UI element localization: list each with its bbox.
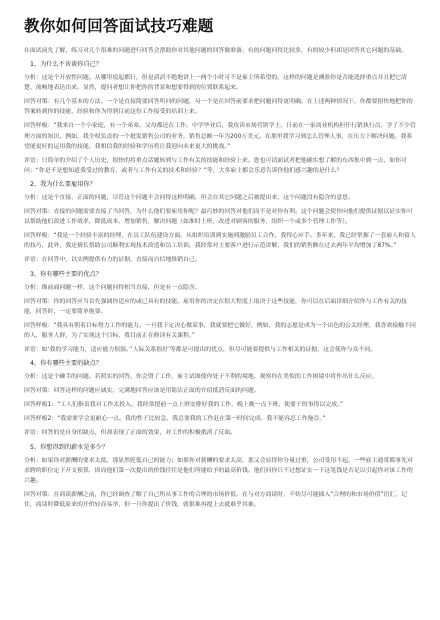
paragraph: 分析：像前面问题一样，这个问题问得相当直接，但是有一点隐含。 — [24, 284, 201, 291]
paragraph: 回答对策：回答这样的问题应诚实，完满地回答应该是用简洁正面的介绍抵消反面的问题。 — [24, 388, 260, 395]
question-heading: 5、你想得到的薪水是多少？ — [30, 443, 109, 451]
document-body — [24, 46, 416, 510]
question-heading: 4、你有哪些主要的缺点？ — [30, 360, 102, 368]
paragraph: 评语：回答的是自身的缺点，但却表现了正面的效果，对工作的积极抵消了反面。 — [24, 430, 237, 437]
paragraph: 评语：只简单的介绍了个人历史，很快的将重点话题转到与工作有关的技能和经验上来。您也可请面试者把他确实想了解的东西集中到一点，如你可问：“你是不是想知道我受过的教育，或者与工作有关的技术和经验？”等，大多雇主都会乐意告诉你他们感兴趣的是什么？ — [24, 157, 407, 174]
document-title: 教你如何回答面试技巧难题 — [24, 17, 214, 35]
paragraph: 回答对策：直接的问题需要直接了当回答，为什么他们要雇用你呢？最巧妙的回答对他们而不是对你有利。这个问题会使你向他们提供证据以证实你可以帮助他们改进工作效率，降低成本、增加销售，解决问题（如准时上班，改进对顾客的服务，组织一个或多个管理工作等）。 — [24, 209, 413, 226]
paragraph: 评语：在回答中，以实例提供有力的证据，直接而自信地推销自己。 — [24, 257, 201, 264]
paragraph: 回答样板：“我具有朝着目标努力工作的能力。一旦我下定决心做某事，我就要把它做好，例如，我的志愿是成为一个出色的公关经理，我喜欢接触不同的人，服务人群，为了实现这个目标，我目前正在修读有关课程。” — [24, 322, 416, 339]
paragraph: 在面试前先了解，练习对几个很难的问题进行回答会帮助你对其他问题的回答做准备。有的问题问得比较多，有的较少但却是回答其它问题的基础。 — [24, 48, 407, 54]
question-heading: 3、你有哪些主要的优点？ — [30, 270, 102, 278]
paragraph: 回答样板：“我来自一个小家庭，有一个弟弟，父母都还在工作。中学毕业后，我攻读市场营销学士。日前在一家商业机构担任行销执行员，学了不少管理方面的知识，例如，我全权负责的一个批发销售公司的业务，销售总额一年为200万美元。在那里我学习到怎么管理人事，在压力下解决问题。我希望能更好的运用我的技能。我相信我的经验和学历将让我迎向未来更大的挑战。” — [24, 123, 416, 150]
paragraph: 回答对策：在商谈薪酬之前，你已经调查了解了自己所从事工作的合理的市场价值。在与对方商谈时，不妨尽可能插入“合理的和市场价值”语汇。记住，商谈时降低原来的开价轻而易举，但一旦你提出了价钱，就很难再提上去就难乎其难。 — [24, 491, 408, 508]
paragraph: 分析：如果你对薪酬的要求太低，那显然贬低自己的能力；如果你对薪酬的要求太高，那又会显得你分量过重，公司受用不起。一些雇主通常都事先对求聘的职位定下开支预算，因而他们第一次提出的价钱往往是他们所能给予的最高价钱。他们问你只不过想证实一下这笔钱是否足以引起你对该工作的兴趣。 — [24, 457, 413, 484]
paragraph: 分析：这是个开放性问题。从哪里说起都行，但是滔滔不绝地讲上一两个小时可不是雇主所希望的。这样的问题是测验你是否能选择重点并且把它清楚、流畅地表达出来。显然，提问者想让你把你的背景和想要得到的位置联系起来。 — [24, 75, 407, 92]
paragraph: 回答样板：“我是一个经验丰富的经理，在员工队伍建设方面，从组织培训到实施到激励员工合作，我得心应手。多年来，我已经掌握了一套雇人和留人的技巧，此外，我还擅长帮助公司顺利实现技术改造和员工培训。我经常对主要客户进行示范讲解，我们的销售额在过去两年平均增加了87%。” — [24, 233, 416, 250]
question-heading: 2、我为什么要雇用你？ — [30, 180, 96, 188]
paragraph: 回答样板1：“工人们指责我对工作太投入。我经常提前一点上班安排好我的工作，晚上晚一点下班，使要干的事得以完成。” — [24, 402, 344, 409]
question-heading: 1、为什么不该谈你自己？ — [30, 61, 102, 69]
paragraph: 评语：如‘我的学习能力，适应能力很强。’‘人际关系很好’等都是可提出的优点，但尽可能要提供与工作相关的证据，这会使你与众不同。 — [24, 346, 377, 353]
paragraph: 回答对策：有几个基本的方法。一个是直接简要回答所问的问题，另一个是在回答前要求把问题问得更明确。在上述两种情况下，你都要很快地把你的答案转到你的技能、经验和你为得到目前这份工作接受的培训上来。 — [24, 99, 413, 116]
paragraph: 分析：这是个直接、正面的问题，尽管这个问题不会问得这样明确，但会在其它问题之后被提出来，这个问题没有隐含的意思。 — [24, 194, 354, 201]
paragraph: 回答对策：你的回答应当首先强调你适应的或已具有的技能。雇用你的决定在很大程度上取决于这些技能，你可以在后面详细介绍你与工作有关的技能，回答时，一定要简单扼要。 — [24, 298, 407, 315]
paragraph: 回答样板2：“我需要学会更耐心一点。我的性子比较急，我总要我的工作赶在第一时间完成。我不能容忍工作拖沓。” — [24, 416, 326, 423]
paragraph: 分析：这是个棘手的问题。若照实的回答，你会毁了工作，雇主试图使你处于不利的境地，观察你在类似的工作困境中将作出什么反应。 — [24, 374, 378, 381]
document-page — [24, 14, 416, 514]
